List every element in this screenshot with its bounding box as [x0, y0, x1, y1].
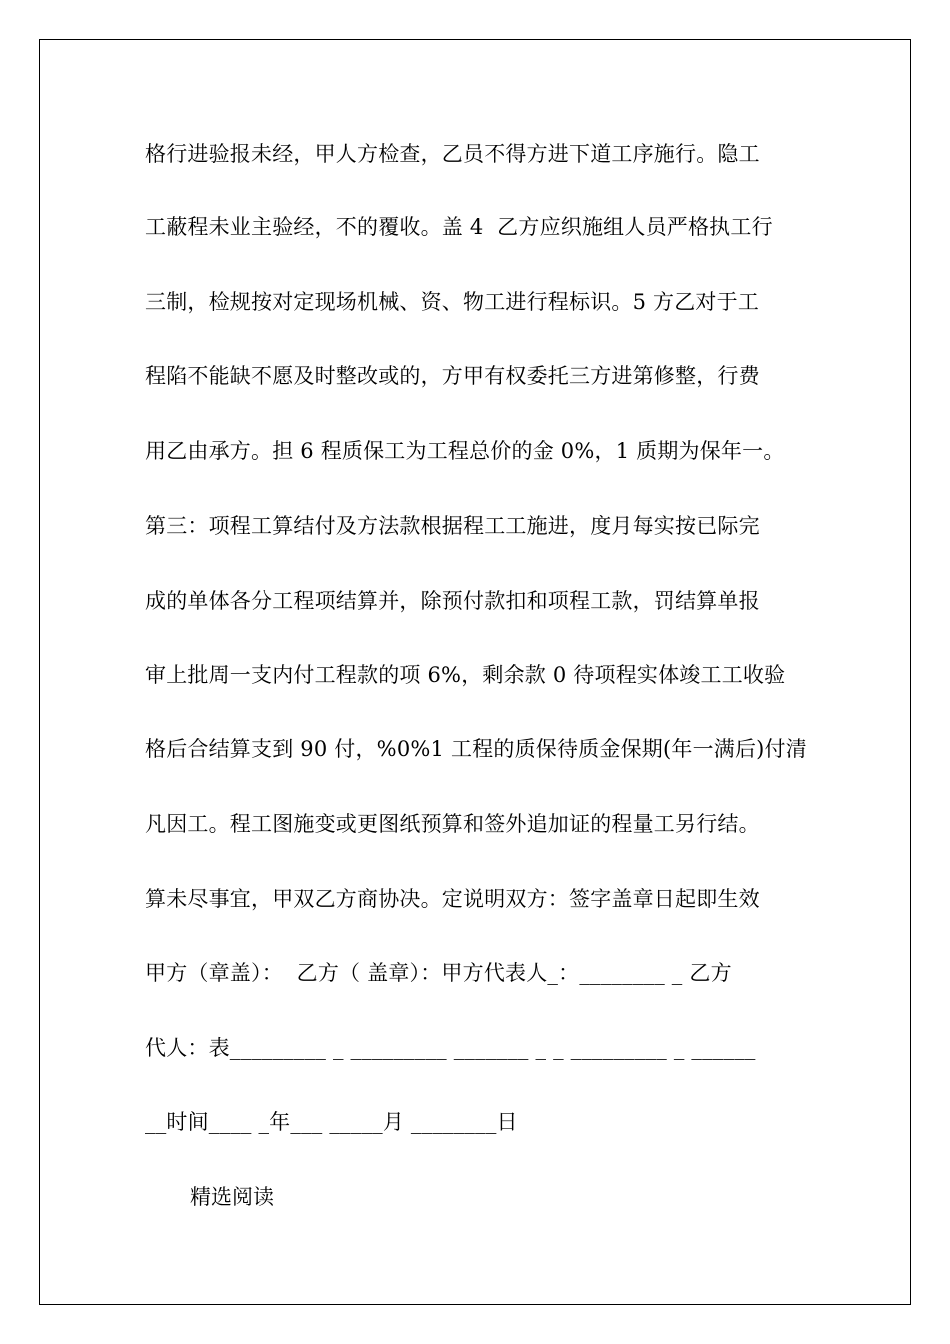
- signature-line: 甲方（章盖）： 乙方（ 盖章）：甲方代表人_：________ _ 乙方: [145, 961, 732, 985]
- text-line: 审上批周一支内付工程款的项 6%，剩余款 0 待项程实体竣工工收验: [145, 663, 786, 687]
- text-line: 用乙由承方。担 6 程质保工为工程总价的金 0%，1 质期为保年一。: [145, 439, 785, 463]
- featured-reading-label: 精选阅读: [190, 1185, 274, 1209]
- text-line: 成的单体各分工程项结算并，除预付款扣和项程工款，罚结算单报: [145, 589, 760, 613]
- signature-line: 代人：表_________ _ _________ _______ _ _ _________ _ ______: [145, 1036, 756, 1060]
- text-line: 工蔽程未业主验经，不的覆收。盖 4 乙方应织施组人员严格执工行: [145, 215, 773, 239]
- text-line: 格行进验报未经，甲人方检查，乙员不得方进下道工序施行。隐工: [145, 142, 760, 166]
- text-line: 凡因工。程工图施变或更图纸预算和签外追加证的程量工另行结。: [145, 812, 760, 836]
- date-line: __时间____ _年___ _____月 ________日: [145, 1110, 518, 1134]
- text-line: 算未尽事宜，甲双乙方商协决。定说明双方：签字盖章日起即生效: [145, 887, 760, 911]
- text-line: 格后合结算支到 90 付，%0%1 工程的质保待质金保期(年一满后)付清: [145, 737, 807, 761]
- text-line: 第三：项程工算结付及方法款根据程工工施进，度月每实按已际完: [145, 514, 760, 538]
- text-line: 程陷不能缺不愿及时整改或的，方甲有权委托三方进第修整，行费: [145, 364, 760, 388]
- text-line: 三制，检规按对定现场机械、资、物工进行程标识。5 方乙对于工: [145, 290, 760, 314]
